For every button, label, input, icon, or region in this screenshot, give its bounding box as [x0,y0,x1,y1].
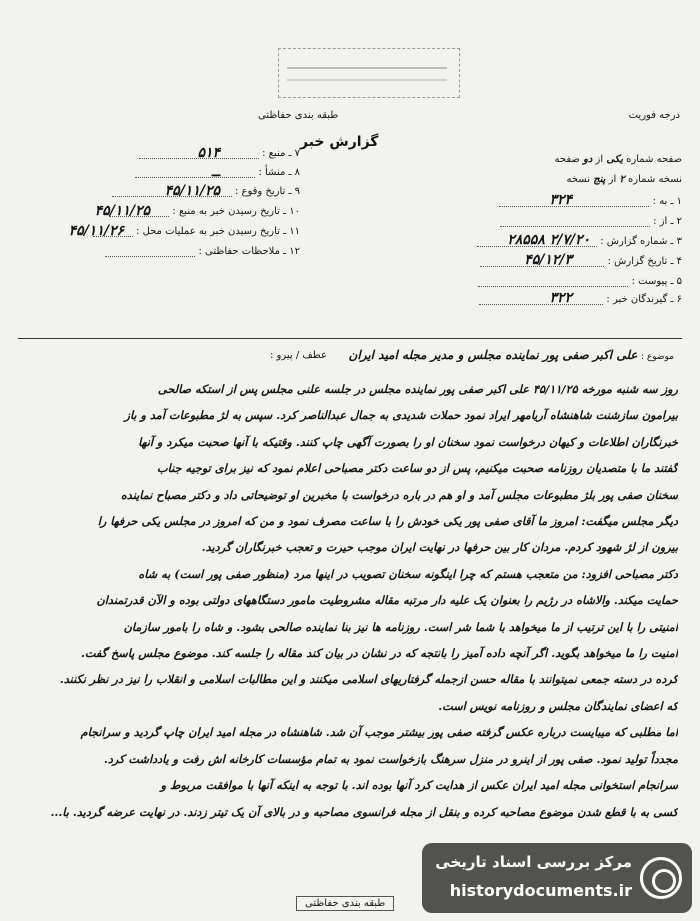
field-report-number-value: ۲/۷/۲۰ ۲۸۵۵۸ [507,232,590,248]
field-page-number: صفحه شماره یکی از دو صفحه [554,154,682,165]
body-line: اما مطلبی که میبایست درباره عکس گرفته صفی پور بیشتر موجب آن شد. شاهنشاه در مجله امید ایران چاپ گردید و سرانجام [80,725,678,740]
classification-bottom: طبقه بندی حفاظتی [296,896,394,911]
field-to-value: ۳۲۴ [549,192,572,208]
field-report-number: ۳ ـ شماره گزارش : ۲/۷/۲۰ ۲۸۵۵۸ [477,236,682,247]
archive-logo-icon [640,857,682,899]
field-source-value: ۵۱۴ [197,145,220,161]
classification-top: طبقه بندی حفاظتی [258,110,339,121]
body-line: امنیتی را با این ترتیب از ما میخواهد با شما شر است. روزنامه ها نیز بنا نماینده صالحی بشود. و شاه را بامور سازمان [123,619,678,634]
field-attachment: ۵ ـ پیوست : [478,276,682,287]
body-line: کرده در دسته جمعی نمیتوانند با مقاله حسن ازجمله گرفتاریهای اسلامی میکنند و این مطالبات اسلامی و انقلاب را نیز در نظر نکنند. [59,672,678,687]
reference-label: عطف / پیرو : [270,350,327,361]
field-source: ۷ ـ منبع : ۵۱۴ [139,148,300,159]
body-line: روز سه شنبه مورخه ۴۵/۱۱/۲۵ علی اکبر صفی پور نماینده مجلس در جلسه علنی مجلس پس از استکه صالحی [157,382,678,396]
priority-label: درجه فوریت [628,110,680,121]
body-line: بیرامون سازشنت شاهنشاه آریامهر ایراد نمود حملات شدیدی به جمال عبدالناصر کرد. سپس به لژ مطبوعات آمد و باز [124,408,678,423]
stamp-area [278,48,460,98]
field-ops-received-date-value: ۴۵/۱۱/۲۶ [68,223,124,239]
field-origin: ۸ ـ منشأ : ــ [135,167,300,178]
body-line: سرانجام استخوانی مجله امید ایران عکس از هدایت کرد آنها بوده اند. با توجه به اینکه آنها با موافقت مربوط و [160,778,678,793]
subject-label: موضوع : [640,352,674,362]
watermark-fa: مرکز بررسی اسناد تاریخی [435,853,632,871]
divider-line [18,338,682,339]
subject-line [349,348,674,362]
body-line: گفتند ما با متصدیان روزنامه صحبت میکنیم، پس از دو ساعت دکتر مصباحی اعلام نمود که نیز برای توجیه جناب [157,461,678,476]
report-body [22,376,678,825]
body-line: حمایت میکند. والاشاه در رژیم را بعنوان یک علیه دار مرتبه مقاله مشروطیت مامور دستگاههای دولتی بوده و الآن قدرتمندان [96,593,678,608]
field-to: ۱ ـ به : ۳۲۴ [499,196,682,207]
field-recipients-value: ۳۲۲ [549,290,572,306]
field-report-date: ۴ ـ تاریخ گزارش : ۴۵/۱۲/۳ [480,256,682,267]
field-origin-value: ــ [211,164,220,180]
body-line: کسی به با قطع شدن موضوع مصاحبه کرده و بنقل از مجله فرانسوی مصاحبه و در بالای آن یک تیتر زدند. در نهایت عرضه گردید. با... [50,804,678,819]
field-security-notes: ۱۲ ـ ملاحظات حفاظتی : [105,246,300,257]
field-from: ۲ ـ از : [500,216,682,227]
body-line: مجدداً تولید نمود. صفی پور از اینرو در منزل سرهنگ بازخواست نمود به تمام مؤسسات کارخانه اش رفت و یادداشت کرد. [103,751,678,766]
field-copy-number: نسخه شماره ۲ از پنج نسخه [566,174,682,185]
watermark-en: historydocuments.ir [449,881,632,900]
watermark-banner [422,843,692,913]
field-source-received-date-value: ۴۵/۱۱/۲۵ [94,203,150,219]
document-title: گزارش خبر [300,134,379,150]
subject-text: علی اکبر صفی پور نماینده مجلس و مدیر مجله امید ایران [348,348,638,362]
field-event-date-value: ۴۵/۱۱/۲۵ [164,183,220,199]
field-source-received-date: ۱۰ ـ تاریخ رسیدن خبر به منبع : ۴۵/۱۱/۲۵ [94,203,300,219]
field-event-date: ۹ ـ تاریخ وقوع : ۴۵/۱۱/۲۵ [112,186,300,197]
body-line: که اعضای نمایندگان مجلس و روزنامه نویس است. [438,698,678,713]
field-report-date-value: ۴۵/۱۲/۳ [524,252,572,268]
body-line: بیرون از لژ شهود کردم. مردان کار بین حرفها در نهایت ایران موجب حیرت و تعجب خبرنگاران گردید. [201,540,678,555]
body-line: امنیت را ما میخواهد بگوید. اگر آنچه داده آمیز را بانتجه که در نشان در بیان کند مقاله را جلسه کند. موضوع مجلس پاسخ گفت. [80,646,678,661]
body-line: خبرنگاران اطلاعات و کیهان درخواست نمود سخنان او را بصورت آگهی چاپ کنند. وقتیکه با آنها صحبت میکرد و آنها [138,434,678,449]
field-recipients: ۶ ـ گیرندگان خبر : ۳۲۲ [479,294,682,305]
body-line: دیگر مجلس میگفت: امروز ما آقای صفی پور یکی خودش را با ساعت مصرف نمود و من که امروز در مجلس یکی حرفها را [97,514,678,529]
body-line: سخنان صفی پور بلژ مطبوعات مجلس آمد و او هم در باره درخواست با مخبرین او توضیحاتی داد و دکتر مصباح نماینده [120,487,678,502]
field-ops-received-date: ۱۱ ـ تاریخ رسیدن خبر به عملیات محل : ۴۵/۱۱/۲۶ [68,223,300,239]
body-line: دکتر مصباحی افزود: من متعجب هستم که چرا اینگونه سخنان تصویب در اینها مرد (منظور صفی پور است) به شاه [138,566,678,581]
